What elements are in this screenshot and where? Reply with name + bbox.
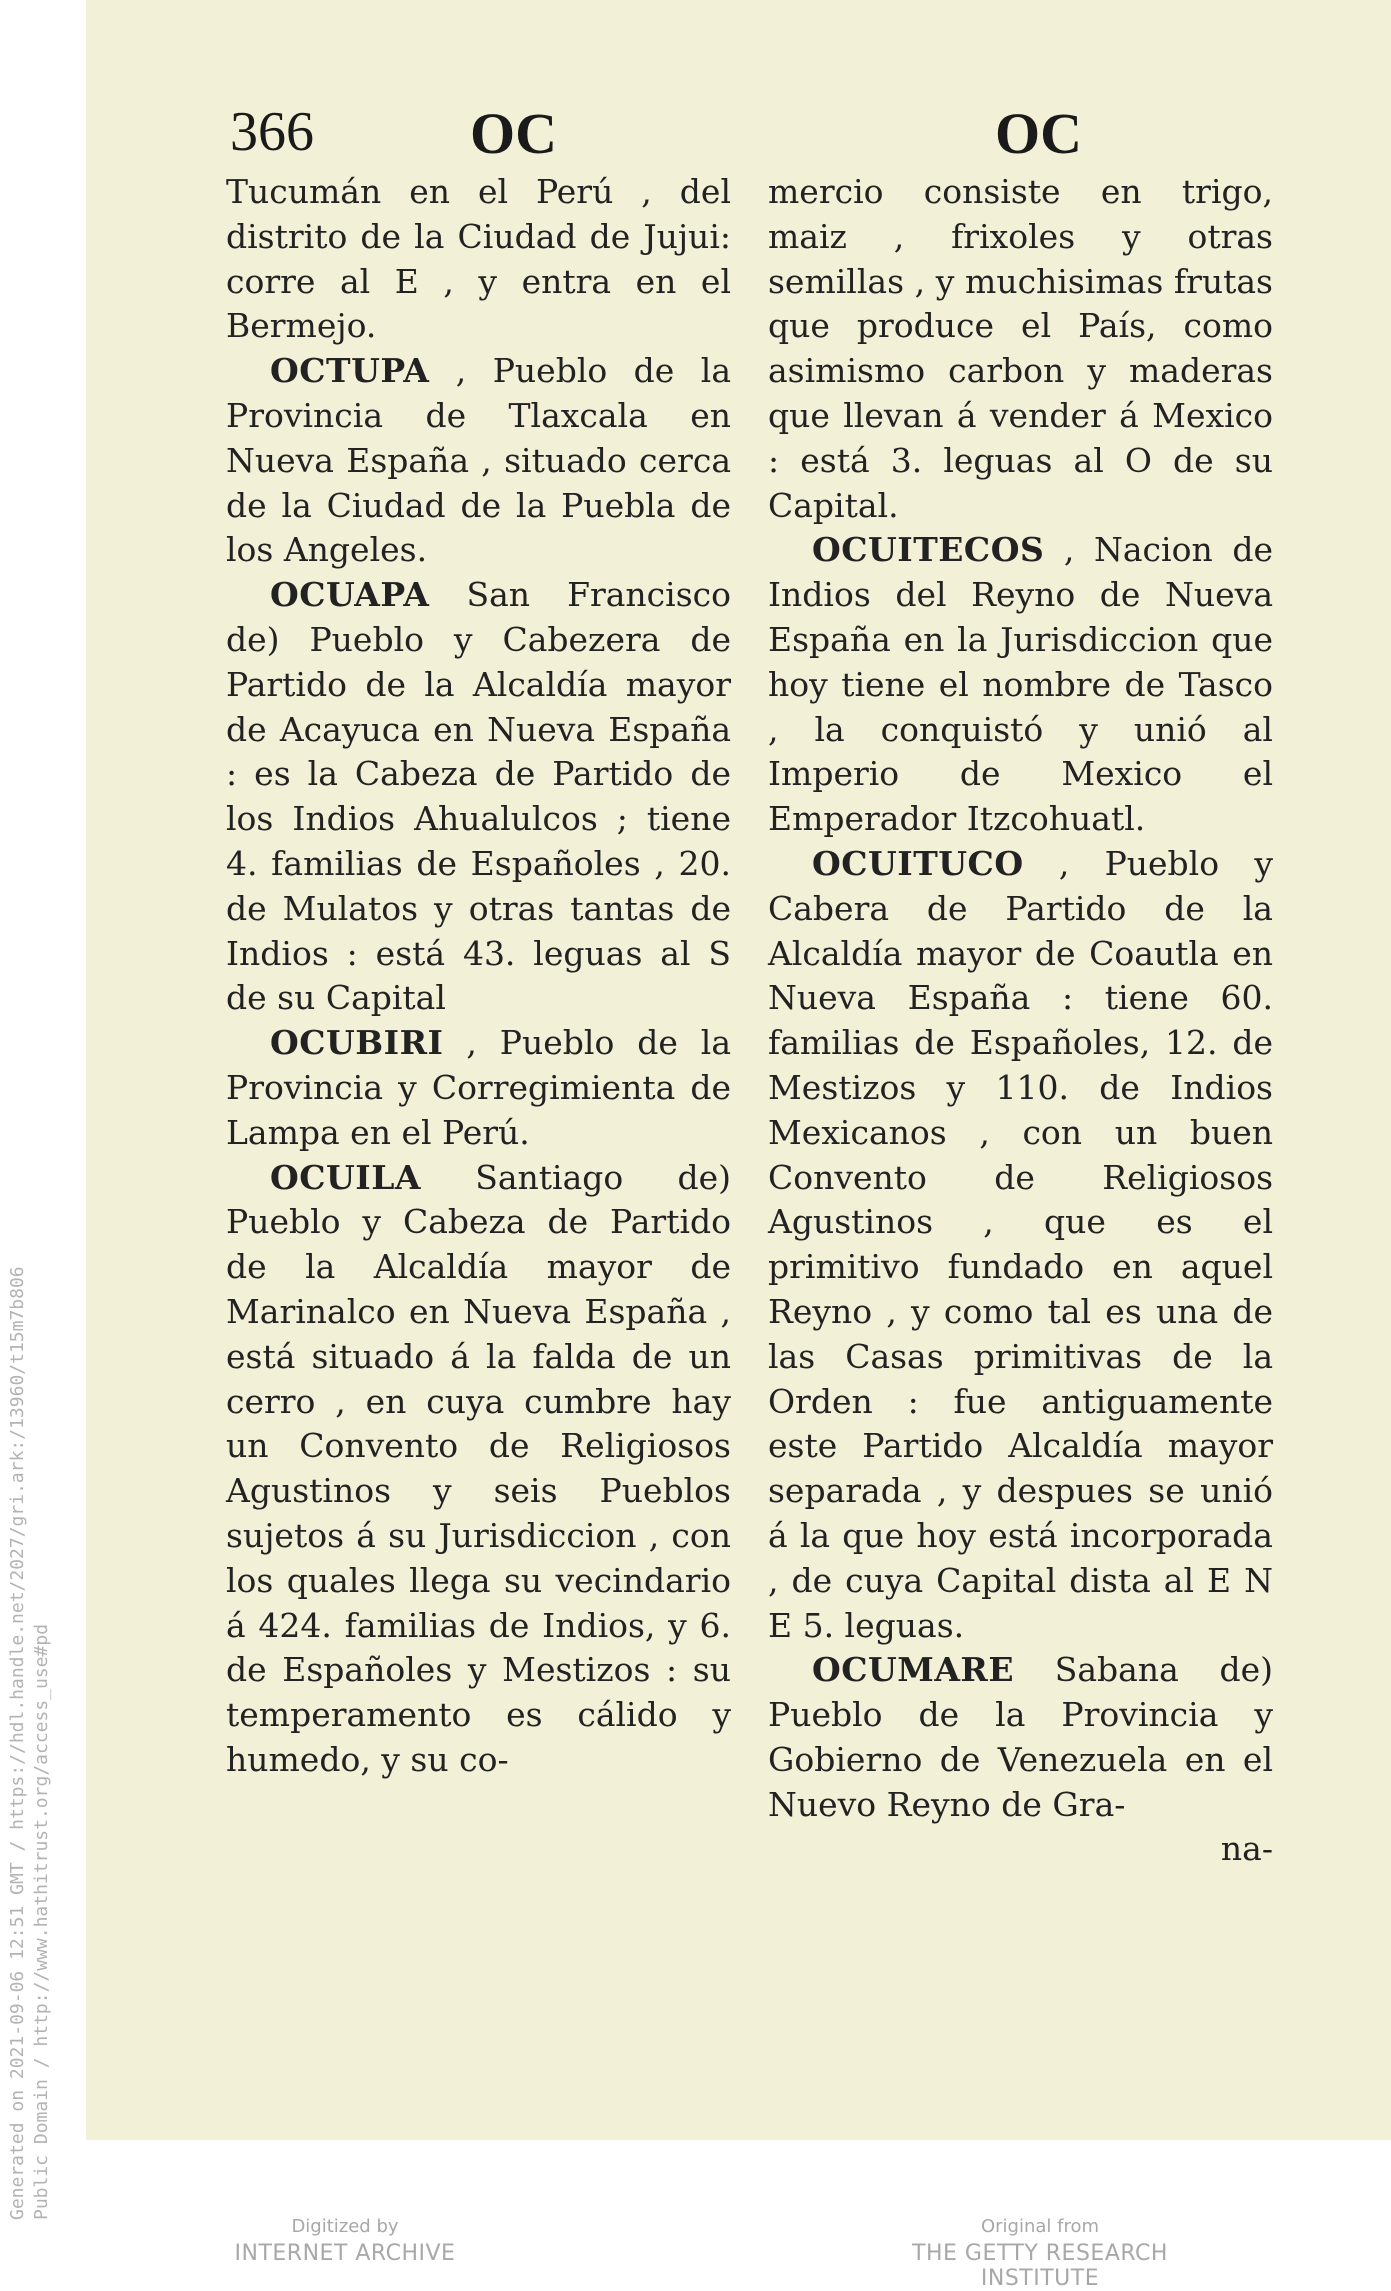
footer-getty: THE GETTY RESEARCH INSTITUTE bbox=[912, 2241, 1168, 2291]
footer-digitized-by bbox=[225, 2216, 465, 2266]
entry-headword: OCUITECOS bbox=[812, 530, 1045, 570]
entry-text: , Pueblo y Cabera de Partido de la Alcaldía mayor de Coautla en Nueva España : tiene 60. familias de Españoles, 12. de Mestizos y 110. de Indios Mexicanos , con un buen Convento de Religiosos Agustinos , que es el primitivo fundado en aquel Reyno , y como tal es una de las Casas primitivas de la Orden : fue antiguamente este Partido Alcaldía mayor separada , y despues se unió á la que hoy está incorporada , de cuya Capital dista al E N E 5. leguas. bbox=[768, 843, 1273, 1645]
entry-ocuapa bbox=[226, 573, 731, 1021]
watermark-line-1: Generated on 2021-09-06 12:51 GMT / https://hdl.handle.net/2027/gri.ark:/13960/t15m7b806 bbox=[7, 1266, 28, 2220]
entry-headword: OCTUPA bbox=[270, 351, 430, 391]
entry-headword: OCUILA bbox=[270, 1157, 422, 1197]
continuation-paragraph: mercio consiste en trigo, maiz , frixoles y otras semillas , y muchisimas frutas que produce el País, como asimismo carbon y maderas que llevan á vender á Mexico : está 3. leguas al O de su Capital. bbox=[768, 172, 1273, 525]
right-column bbox=[768, 170, 1273, 1872]
left-column bbox=[226, 170, 731, 1783]
catchword: na- bbox=[1220, 1829, 1273, 1869]
entry-octupa bbox=[226, 349, 731, 573]
continuation-paragraph: Tucumán en el Perú , del distrito de la Ciudad de Jujui: corre al E , y entra en el Bermejo. bbox=[226, 172, 731, 346]
entry-headword: OCUBIRI bbox=[270, 1023, 444, 1063]
footer-digitized-label: Digitized by bbox=[291, 2216, 399, 2237]
entry-ocuituco bbox=[768, 842, 1273, 1648]
footer-internet-archive: INTERNET ARCHIVE bbox=[234, 2241, 456, 2266]
entry-text: Santiago de) Pueblo y Cabeza de Partido de la Alcaldía mayor de Marinalco en Nueva España , está situado á la falda de un cerro , en cuya cumbre hay un Convento de Religiosos Agustinos y seis Pueblos sujetos á su Jurisdiccion , con los quales llega su vecindario á 424. familias de Indios, y 6. de Españoles y Mestizos : su temperamento es cálido y humedo, y su co- bbox=[226, 1157, 731, 1779]
entry-headword: OCUAPA bbox=[270, 575, 430, 615]
guide-word-right: OC bbox=[995, 101, 1082, 166]
entry-text: Sabana de) Pueblo de la Provincia y Gobierno de Venezuela en el Nuevo Reyno de Gra- bbox=[768, 1650, 1273, 1824]
entry-text: , Nacion de Indios del Reyno de Nueva España en la Jurisdiccion que hoy tiene el nombre de Tasco , la conquistó y unió al Imperio de Mexico el Emperador Itzcohuatl. bbox=[768, 530, 1273, 839]
entry-ocumare bbox=[768, 1648, 1273, 1827]
watermark-line-2: Public Domain / http://www.hathitrust.org/access_use#pd bbox=[31, 1623, 52, 2220]
entry-headword: OCUMARE bbox=[812, 1650, 1014, 1690]
entry-ocubiri bbox=[226, 1021, 731, 1155]
guide-word-left: OC bbox=[470, 101, 557, 166]
entry-text: , Pueblo de la Provincia de Tlaxcala en Nueva España , situado cerca de la Ciudad de la Puebla de los Angeles. bbox=[226, 351, 731, 570]
entry-text: , Pueblo de la Provincia y Corregimienta de Lampa en el Perú. bbox=[226, 1023, 731, 1152]
entry-headword: OCUITUCO bbox=[812, 843, 1024, 883]
footer-original-label: Original from bbox=[980, 2216, 1100, 2237]
entry-ocuila bbox=[226, 1156, 731, 1783]
watermark bbox=[4, 1120, 64, 2220]
entry-text: San Francisco de) Pueblo y Cabezera de Partido de la Alcaldía mayor de Acayuca en Nueva España : es la Cabeza de Partido de los Indios Ahualulcos ; tiene 4. familias de Españoles , 20. de Mulatos y otras tantas de Indios : está 43. leguas al S de su Capital bbox=[226, 575, 731, 1018]
entry-ocuitecos bbox=[768, 528, 1273, 842]
footer-original-from bbox=[850, 2216, 1230, 2291]
page-number: 366 bbox=[230, 101, 314, 163]
